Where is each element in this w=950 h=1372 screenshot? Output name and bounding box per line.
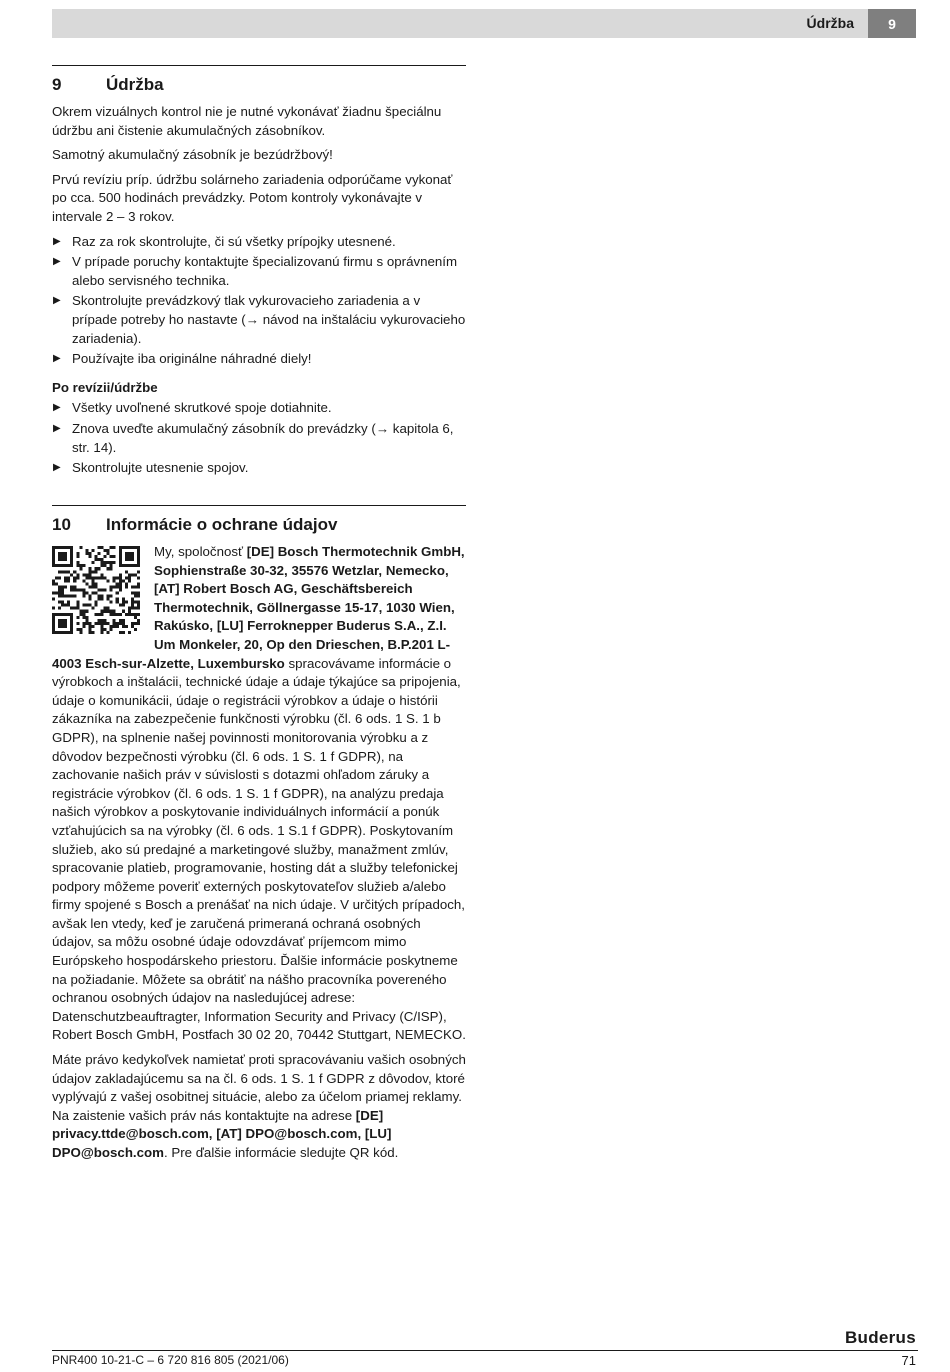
- bullet-list: [52, 233, 466, 369]
- contact-emails: [DE] privacy.ttde@bosch.com, [AT] DPO@bosch.com, [LU] DPO@bosch.com: [52, 1107, 392, 1160]
- arrow-bullet-icon: ▶: [53, 402, 61, 414]
- paragraph: Okrem vizuálnych kontrol nie je nutné vykonávať žiadnu špeciálnu údržbu ani čistenie akumulačných zásobníkov.: [52, 104, 442, 138]
- section-title: Údržba: [106, 75, 164, 94]
- arrow-bullet-icon: ▶: [53, 295, 61, 307]
- qr-code-icon: [52, 546, 140, 634]
- paragraph: My, spoločnosť [DE] Bosch Thermotechnik GmbH, Sophienstraße 30-32, 35576 Wetzlar, Nemecko, [AT] Robert Bosch AG, Geschäftsbereich Thermotechnik, Göllnergasse 15-17, 1030 Wien, Rakúsko, [LU] Ferroknepper Buderus S.A., Z.I. Um Monkeler, 20, Op den Drieschen, B.P.201 L-4003 Esch-sur-Alzette, Luxembursko spracovávame informácie o výrobkoch a inštalácii, technické údaje a údaje týkajúce sa pripojenia, údaje o komunikácii, údaje o registrácii výrobkov a údaje o histórii zákazníka na zabezpečenie funkčnosti výrobku (čl. 6 ods. 1 S. 1 b GDPR), na splnenie našej povinnosti monitorovania výrobku a z dôvodov bezpečnosti výrobku (čl. 6 ods. 1 S. 1 f GDPR), na zachovanie našich práv v súvislosti s dotazmi ohľadom záruky a registrácie výrobkov (čl. 6 ods. 1 S. 1 f GDPR), na analýzu predaja našich výrobkov a poskytovanie individuálnych informácií a ponúk vzťahujúcich sa na výrobky (čl. 6 ods. 1 S.1 f GDPR). Poskytovaním služieb, ako sú predajné a marketingové služby, manažment zmlúv, spracovanie platieb, programovanie, hosting dát a služby telefonickej podpory môžeme poveriť externých poskytovateľov služieb a/alebo firmy spojené s Bosch a prenášať na nich údaje. V určitých prípadoch, avšak len vtedy, keď je zaručená primeraná ochraná osobných údajov, sa môžu osobné údaje odovzdávať príjemcom mimo Európskeho hospodárskeho priestoru. Ďalšie informácie poskytneme na požiadanie. Môžete sa obrátiť na nášho pracovníka povereného ochranou osobných údajov na nasledujúcej adrese: Datenschutzbeauftragter, Information Security and Privacy (C/ISP), Robert Bosch GmbH, Postfach 30 02 20, 70442 Stuttgart, NEMECKO.: [52, 544, 466, 1043]
- section-number: 10: [52, 515, 71, 534]
- document-id: PNR400 10-21-C – 6 720 816 805 (2021/06): [52, 1353, 289, 1367]
- section-rule: [52, 65, 466, 66]
- list-item: ▶ Používajte iba originálne náhradné diely!: [52, 350, 466, 369]
- chapter-number-badge: 9: [868, 9, 916, 38]
- arrow-bullet-icon: ▶: [53, 422, 61, 434]
- subheading: Po revízii/údržbe: [52, 379, 158, 395]
- bullet-list: [52, 399, 466, 477]
- arrow-bullet-icon: ▶: [53, 256, 61, 268]
- section-heading: [52, 514, 466, 536]
- buderus-logo: Buderus: [844, 1328, 916, 1347]
- arrow-bullet-icon: ▶: [53, 235, 61, 247]
- list-item: ▶ Skontrolujte utesnenie spojov.: [52, 459, 466, 478]
- footer-rule: [52, 1350, 918, 1351]
- list-item: ▶ Všetky uvoľnené skrutkové spoje dotiahnite.: [52, 399, 466, 418]
- section-data-protection: [52, 505, 466, 1169]
- list-item: ▶ Skontrolujte prevádzkový tlak vykurovacieho zariadenia a v prípade potreby ho nastavte (→ návod na inštaláciu vykurovacieho zariadenia).: [53, 293, 466, 346]
- header-title: Údržba: [806, 15, 854, 31]
- page-number: 71: [901, 1353, 916, 1368]
- section-rule: [52, 505, 466, 506]
- controller-names: [DE] Bosch Thermotechnik GmbH, Sophienstraße 30-32, 35576 Wetzlar, Nemecko, [AT] Robert Bosch AG, Geschäftsbereich Thermotechnik, Göllnergasse 15-17, 1030 Wien, Rakúsko, [LU] Ferroknepper Buderus S.A., Z.I. Um Monkeler, 20, Op den Drieschen, B.P.201 L-4003 Esch-sur-Alzette, Luxembursko: [52, 544, 465, 671]
- list-item: ▶ V prípade poruchy kontaktujte špecializovanú firmu s oprávnením alebo servisného technika.: [53, 254, 458, 288]
- paragraph: Prvú revíziu príp. údržbu solárneho zariadenia odporúčame vykonať po cca. 500 hodinách prevádzky. Potom kontroly vykonávajte v intervale 2 – 3 rokov.: [52, 171, 453, 224]
- arrow-bullet-icon: ▶: [53, 462, 61, 474]
- paragraph: Samotný akumulačný zásobník je bezúdržbový!: [52, 147, 333, 163]
- arrow-bullet-icon: ▶: [53, 353, 61, 365]
- list-item: ▶ Znova uveďte akumulačný zásobník do prevádzky (→ kapitola 6, str. 14).: [53, 420, 454, 455]
- list-item: ▶ Raz za rok skontrolujte, či sú všetky prípojky utesnené.: [52, 233, 466, 252]
- section-title: Informácie o ochrane údajov: [106, 515, 338, 534]
- section-number: 9: [52, 75, 62, 94]
- section-heading: [52, 74, 466, 96]
- paragraph: Máte právo kedykoľvek namietať proti spracovávaniu vašich osobných údajov zakladajúcemu sa na čl. 6 ods. 1 S. 1 f GDPR z dôvodov, ktoré vyplývajú z vašej osobitnej situácie, alebo za účelom priamej reklamy. Na zaistenie vašich práv nás kontaktujte na adrese [DE] privacy.ttde@bosch.com, [AT] DPO@bosch.com, [LU] DPO@bosch.com. Pre ďalšie informácie sledujte QR kód.: [52, 1052, 466, 1160]
- header-bar: [52, 9, 868, 38]
- section-maintenance: [52, 65, 466, 486]
